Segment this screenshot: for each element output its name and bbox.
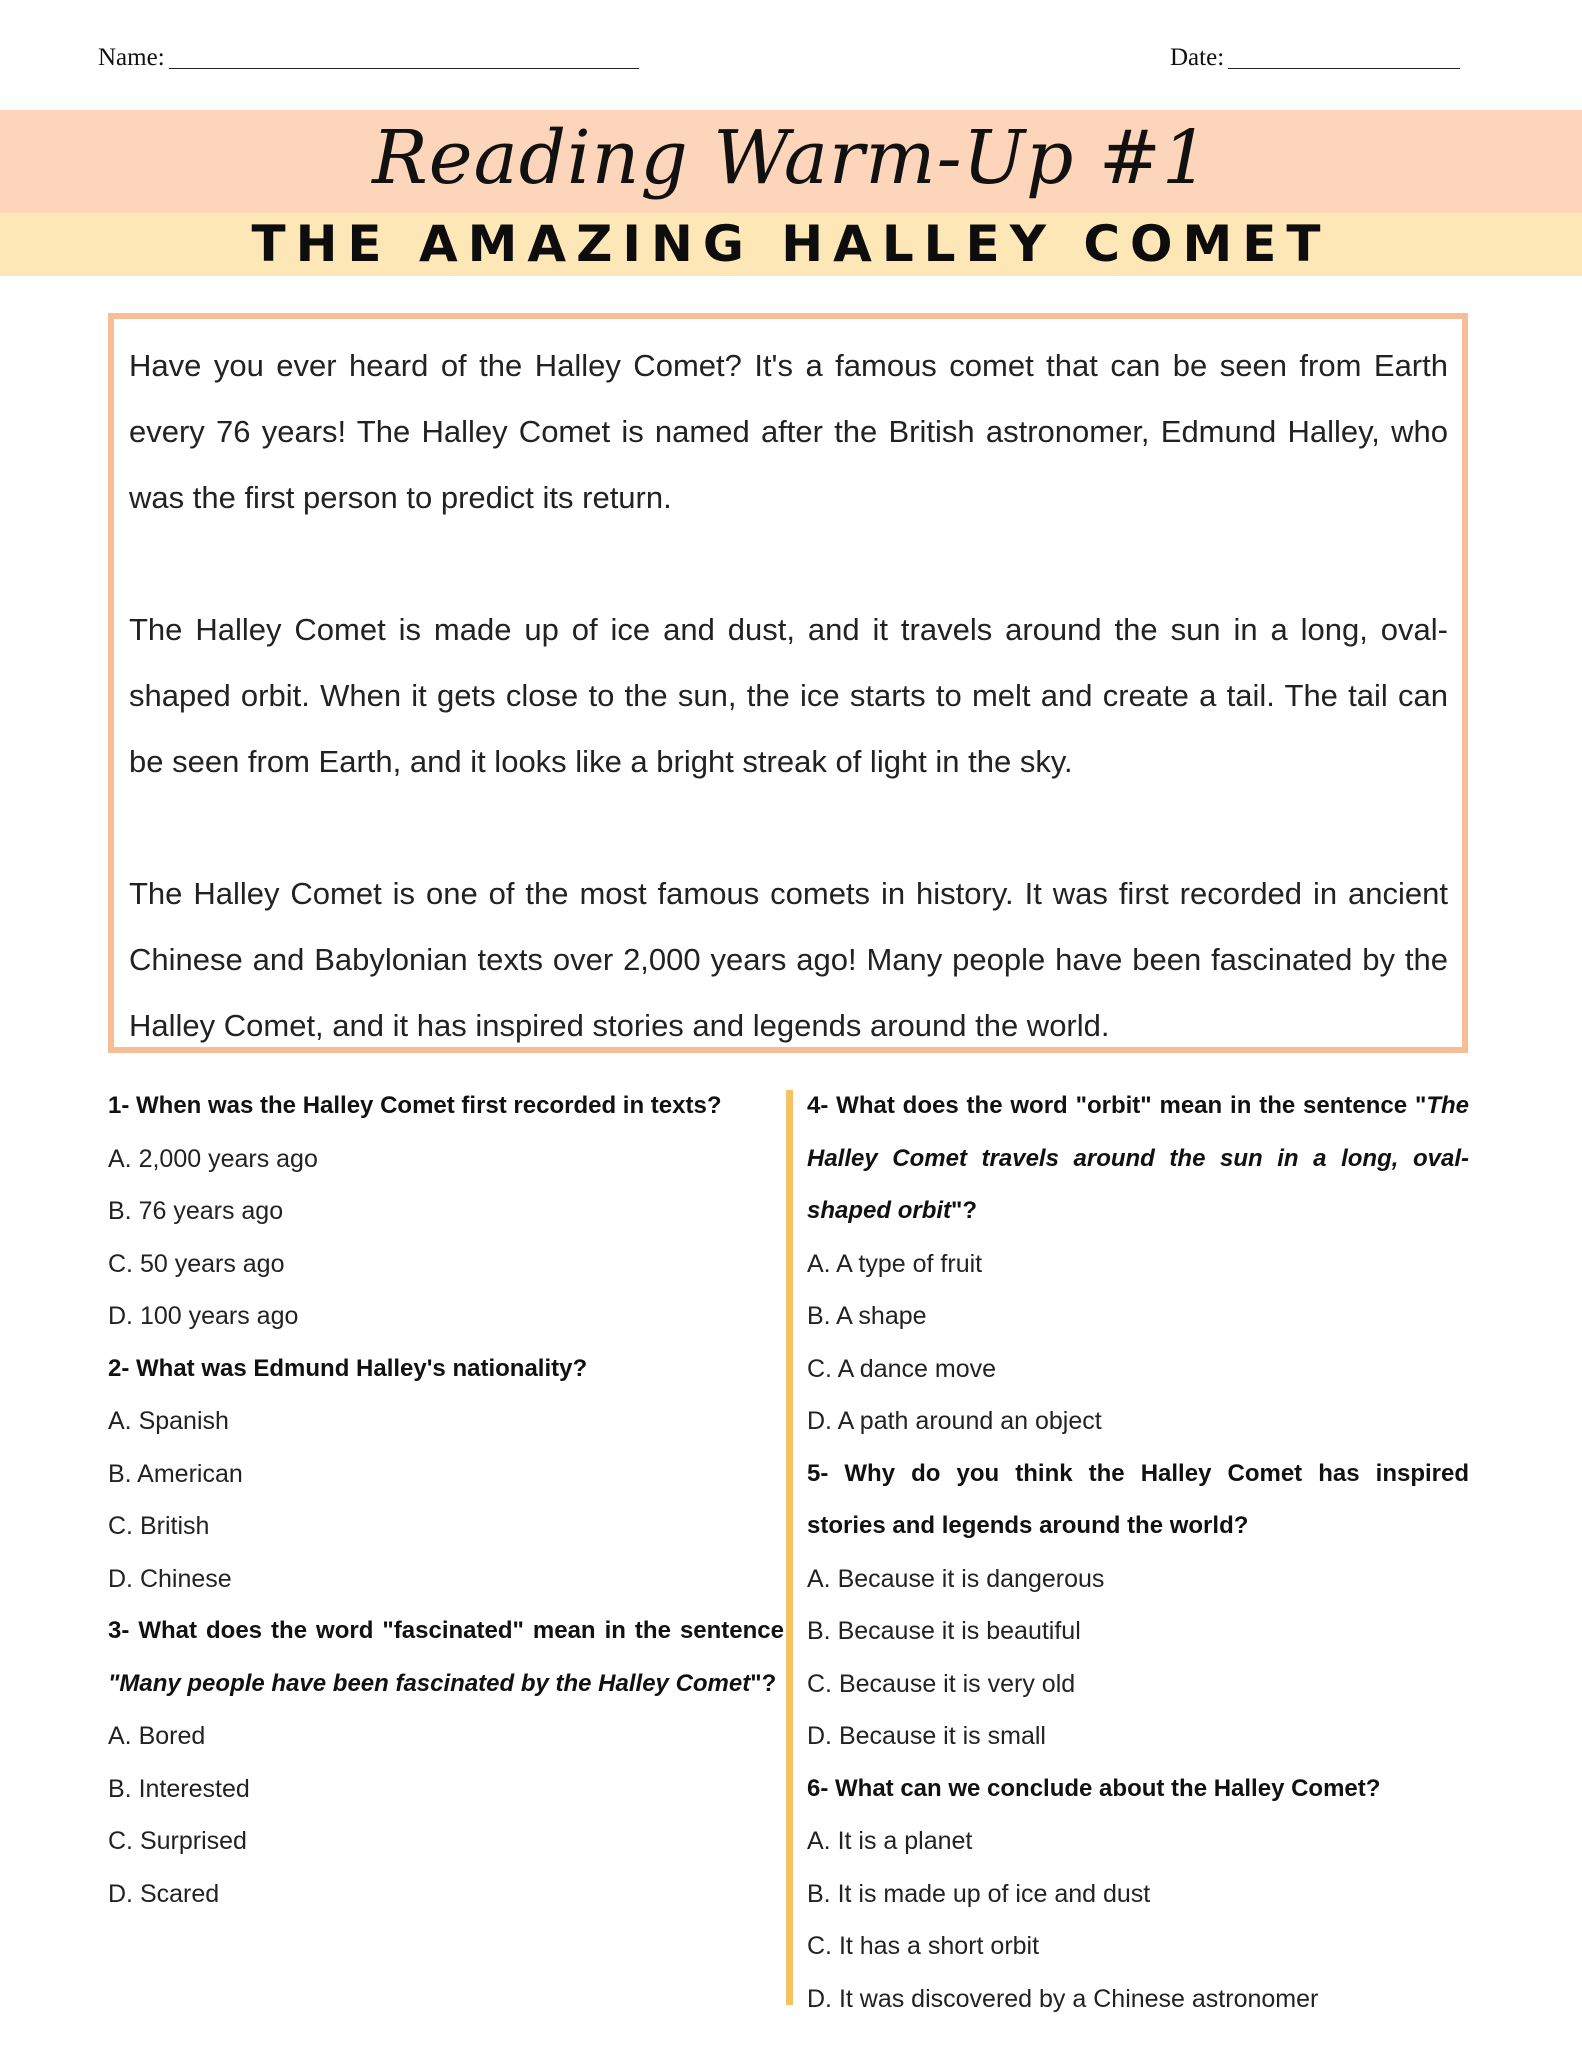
answer-option[interactable]: C. It has a short orbit xyxy=(807,1932,1040,1960)
question-3 xyxy=(108,1605,784,1920)
answer-option[interactable]: C. 50 years ago xyxy=(108,1249,285,1278)
column-divider xyxy=(786,1090,793,2005)
answer-option[interactable]: C. Surprised xyxy=(108,1827,247,1855)
answer-option[interactable]: A. It is a planet xyxy=(807,1827,973,1855)
answer-option[interactable]: C. Because it is very old xyxy=(807,1669,1076,1698)
answer-option[interactable]: A. Spanish xyxy=(108,1407,229,1435)
name-field[interactable] xyxy=(98,44,639,72)
passage-paragraph: The Halley Comet is one of the most famous comets in history. It was first recorded in ancient Chinese and Babylonian texts over 2,000 years ago! Many people have been fascinated by the Halley Comet, and it has inspired stories and legends around the world. xyxy=(129,876,1448,1043)
answer-option[interactable]: B. American xyxy=(108,1459,243,1488)
answer-option[interactable]: A. A type of fruit xyxy=(807,1249,983,1278)
reading-passage xyxy=(108,313,1468,1053)
answer-option[interactable]: A. Because it is dangerous xyxy=(807,1564,1105,1593)
answer-option[interactable]: A. Bored xyxy=(108,1722,206,1750)
answer-option[interactable]: D. Chinese xyxy=(108,1564,232,1593)
answer-option[interactable]: D. 100 years ago xyxy=(108,1302,299,1330)
answer-option[interactable]: D. Because it is small xyxy=(807,1722,1046,1750)
question-6 xyxy=(807,1763,1469,2026)
answer-option[interactable]: D. It was discovered by a Chinese astronomer xyxy=(807,1984,1319,2013)
question-text-part: 3- What does the word "fascinated" mean in the sentence xyxy=(108,1617,784,1644)
answer-option[interactable]: C. A dance move xyxy=(807,1354,997,1383)
question-text-part: 4- What does the word "orbit" mean in the sentence " xyxy=(807,1092,1427,1119)
answer-option[interactable]: B. It is made up of ice and dust xyxy=(807,1879,1151,1908)
answer-option[interactable]: D. A path around an object xyxy=(807,1407,1102,1435)
question-text-part: "? xyxy=(750,1669,777,1697)
answer-option[interactable]: D. Scared xyxy=(108,1879,220,1908)
answer-option[interactable]: B. A shape xyxy=(807,1302,927,1330)
question-text: 1- When was the Halley Comet first recorded in texts? xyxy=(108,1092,722,1119)
answer-option[interactable]: B. Interested xyxy=(108,1774,250,1803)
date-blank[interactable] xyxy=(1228,46,1460,69)
answer-option[interactable]: C. British xyxy=(108,1512,210,1540)
question-2 xyxy=(108,1343,784,1606)
question-text: 6- What can we conclude about the Halley Comet? xyxy=(807,1774,1381,1802)
passage-paragraph: Have you ever heard of the Halley Comet? It's a famous comet that can be seen from Earth every 76 years! The Halley Comet is named after the British astronomer, Edmund Halley, who was the first person to predict its return. xyxy=(129,348,1448,515)
quoted-sentence: The Halley Comet travels around the sun in a long, oval-shaped orbit xyxy=(807,1092,1469,1224)
question-text-part: "? xyxy=(951,1197,978,1224)
worksheet-title: Reading Warm-Up #1 xyxy=(372,115,1210,201)
date-label: Date: xyxy=(1170,44,1225,71)
quoted-sentence: "Many people have been fascinated by the Halley Comet xyxy=(108,1669,751,1697)
questions-left-column xyxy=(108,1080,784,1920)
answer-option[interactable]: B. Because it is beautiful xyxy=(807,1617,1081,1645)
answer-option[interactable]: B. 76 years ago xyxy=(108,1197,284,1225)
question-text: 5- Why do you think the Halley Comet has inspired stories and legends around the world? xyxy=(807,1459,1469,1539)
date-field[interactable] xyxy=(1170,44,1460,72)
answer-option[interactable]: A. 2,000 years ago xyxy=(108,1144,318,1173)
question-4 xyxy=(807,1080,1469,1448)
questions-right-column xyxy=(807,1080,1469,2025)
question-5 xyxy=(807,1448,1469,1763)
name-blank[interactable] xyxy=(169,46,639,69)
question-text xyxy=(807,1080,1469,1238)
passage-paragraph: The Halley Comet is made up of ice and dust, and it travels around the sun in a long, oval-shaped orbit. When it gets close to the sun, the ice starts to melt and create a tail. The tail can be seen from Earth, and it looks like a bright streak of light in the sky. xyxy=(129,612,1448,779)
question-1 xyxy=(108,1080,784,1343)
question-text: 2- What was Edmund Halley's nationality? xyxy=(108,1354,588,1382)
name-label: Name: xyxy=(98,44,165,71)
question-text xyxy=(108,1605,784,1710)
passage-title: THE AMAZING HALLEY COMET xyxy=(251,215,1331,273)
